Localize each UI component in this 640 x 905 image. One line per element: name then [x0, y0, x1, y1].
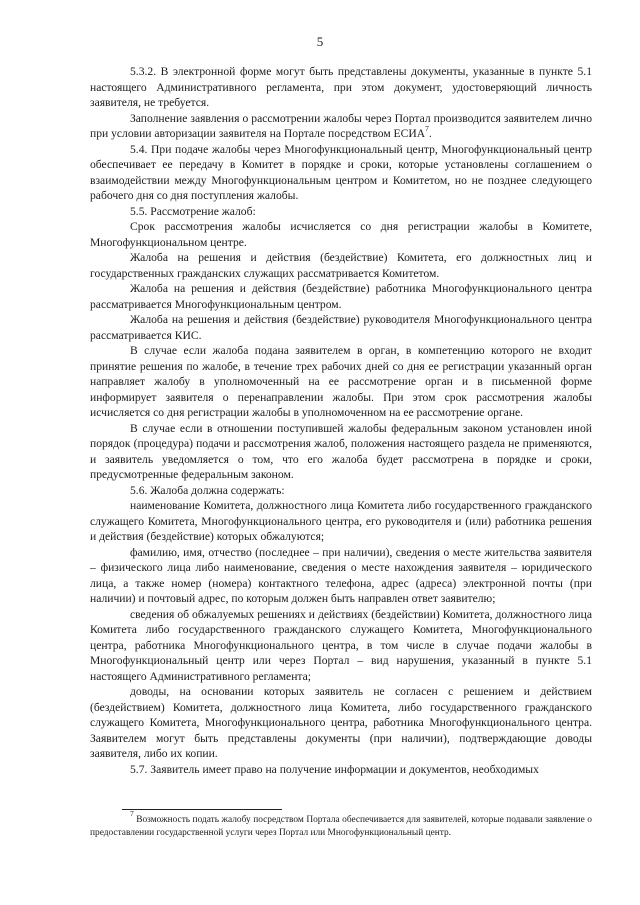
paragraph: В случае если в отношении поступившей жалобы федеральным законом установлен иной порядок (процедура) подачи и рассмотрения жалоб, положения настоящего раздела не применяются, и заявитель уведомляется о том, что его жалоба будет рассмотрена в порядке и сроки, предусмотренные федеральным законом.: [90, 421, 592, 481]
paragraph-with-footnote: [90, 111, 592, 142]
paragraph: 5.3.2. В электронной форме могут быть представлены документы, указанные в пункте 5.1 настоящего Административного регламента, при этом документ, удостоверяющий личность заявителя, не требуется.: [90, 65, 592, 109]
paragraph: 5.4. При подаче жалобы через Многофункциональный центр, Многофункциональный центр обеспечивает ее передачу в Комитет в порядке и сроки, которые установлены соглашением о взаимодействии между Многофункциональным центром и Комитетом, но не позднее следующего рабочего дня со дня поступления жалобы.: [90, 142, 592, 202]
body-text: [90, 64, 592, 777]
page-number: 5: [316, 34, 324, 49]
paragraph: Срок рассмотрения жалобы исчисляется со дня регистрации жалобы в Комитете, Многофункциональном центре.: [90, 220, 592, 249]
footnote-text: [90, 809, 592, 840]
section-heading: 5.6. Жалоба должна содержать:: [130, 483, 285, 497]
list-item: сведения об обжалуемых решениях и действиях (бездействии) Комитета, должностного лица Комитета либо государственного гражданского служащего Комитета, Многофункционального центра, работника Многофункционального центра, в том числе в случае подачи жалобы в Многофункциональный центр или через Портал – вид нарушения, указанный в пункте 5.1 настоящего Административного регламента;: [90, 607, 592, 683]
list-item: наименование Комитета, должностного лица Комитета либо государственного гражданского служащего Комитета, Многофункционального центра, его руководителя и (или) работника решения и действия (бездействие) которых обжалуются;: [90, 499, 592, 543]
footnote: [90, 809, 592, 840]
paragraph: 5.7. Заявитель имеет право на получение информации и документов, необходимых: [130, 762, 539, 776]
section-heading: 5.5. Рассмотрение жалоб:: [130, 204, 256, 218]
footnote-divider: [122, 809, 282, 810]
paragraph: Жалоба на решения и действия (бездействие) Комитета, его должностных лиц и государственных гражданских служащих рассматривается Комитетом.: [90, 251, 592, 280]
paragraph: Жалоба на решения и действия (бездействие) работника Многофункционального центра рассматривается Многофункциональным центром.: [90, 282, 592, 311]
footnote-reference[interactable]: 7: [425, 124, 429, 133]
list-item: фамилию, имя, отчество (последнее – при наличии), сведения о месте жительства заявителя – физического лица либо наименование, сведения о месте нахождения заявителя – юридического лица, а также номер (номера) контактного телефона, адрес (адреса) электронной почты (при наличии) и почтовый адрес, по которым должен быть направлен ответ заявителю;: [90, 545, 592, 605]
paragraph-end: .: [428, 127, 432, 140]
list-item: доводы, на основании которых заявитель не согласен с решением и действием (бездействием) Комитета, должностного лица Комитета, либо государственного гражданского служащего Комитета, Многофункционального центра, работника Многофункционального центра. Заявителем могут быть представлены документы (при наличии), подтверждающие доводы заявителя, либо их копии.: [90, 685, 592, 760]
paragraph: В случае если жалоба подана заявителем в орган, в компетенцию которого не входит принятие решения по жалобе, в течение трех рабочих дней со дня ее регистрации указанный орган направляет жалобу в уполномоченный на ее рассмотрение орган и в письменной форме информирует заявителя о перенаправлении жалобы. При этом срок рассмотрения жалобы исчисляется со дня регистрации жалобы в уполномоченном на ее рассмотрение органе.: [90, 344, 592, 419]
paragraph: Жалоба на решения и действия (бездействие) руководителя Многофункционального центра рассматривается КИС.: [90, 313, 592, 342]
paragraph-text: Заполнение заявления о рассмотрении жалобы через Портал производится заявителем лично при условии авторизации заявителя на Портале посредством ЕСИА: [90, 111, 592, 140]
footnote-body: Возможность подать жалобу посредством Портала обеспечивается для заявителей, которые подавали заявление о предоставлении государственной услуги через Портал или Многофункциональный центр.: [90, 815, 592, 838]
footnote-number: 7: [130, 809, 134, 818]
